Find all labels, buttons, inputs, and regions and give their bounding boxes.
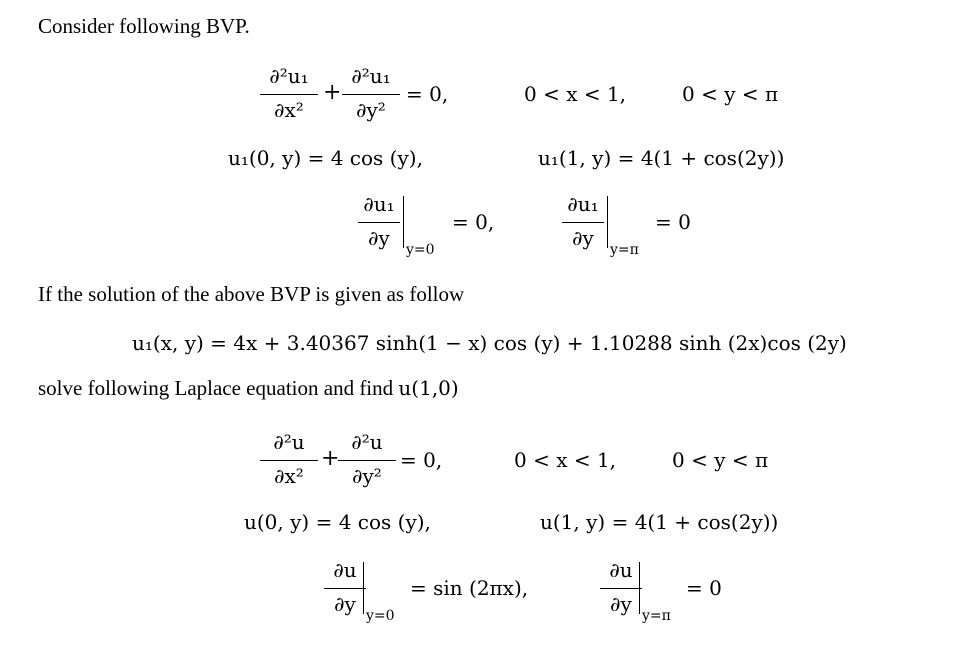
- domain-y: 0 < y < π: [672, 448, 769, 472]
- fraction-bar: [260, 460, 318, 461]
- task-text-prefix: solve following Laplace equation and find: [38, 376, 399, 400]
- domain-x: 0 < x < 1,: [524, 82, 627, 106]
- fraction-numerator: ∂u: [609, 558, 633, 582]
- task-text: [38, 378, 459, 399]
- solution-equation: u₁(x, y) = 4x + 3.40367 sinh(1 − x) cos (y) + 1.10288 sinh (2x)cos (2y): [132, 331, 847, 355]
- bvp2-bc-left: u(0, y) = 4 cos (y),: [244, 510, 431, 534]
- evaluation-subscript: y=π: [610, 242, 639, 258]
- fraction-numerator: ∂²u: [351, 430, 383, 454]
- evaluation-bar: [639, 562, 640, 614]
- fraction-denominator: ∂y: [610, 592, 632, 616]
- fraction-bar: [324, 588, 366, 589]
- fraction-denominator: ∂y²: [352, 464, 382, 488]
- fraction-denominator: ∂y²: [356, 98, 386, 122]
- plus-sign: +: [321, 446, 340, 471]
- solution-text: If the solution of the above BVP is given as follow: [38, 282, 465, 306]
- fraction-bar: [600, 588, 642, 589]
- fraction-numerator: ∂²u₁: [351, 64, 391, 88]
- bc-rhs: = 0: [686, 576, 722, 600]
- fraction-denominator: ∂y: [334, 592, 356, 616]
- evaluation-bar: [403, 196, 404, 248]
- evaluation-subscript: y=0: [366, 608, 395, 624]
- fraction-denominator: ∂y: [572, 226, 594, 250]
- fraction-bar: [260, 94, 318, 95]
- bvp1-bc-left: u₁(0, y) = 4 cos (y),: [228, 146, 423, 170]
- fraction-numerator: ∂u₁: [363, 192, 395, 216]
- fraction-numerator: ∂²u₁: [269, 64, 309, 88]
- fraction-bar: [342, 94, 400, 95]
- task-target-expression: u(1,0): [398, 376, 459, 400]
- plus-sign: +: [323, 80, 342, 105]
- fraction-denominator: ∂y: [368, 226, 390, 250]
- evaluation-subscript: y=0: [406, 242, 435, 258]
- pde-rhs: = 0,: [406, 82, 449, 106]
- fraction-denominator: ∂x²: [274, 98, 304, 122]
- pde-rhs: = 0,: [400, 448, 443, 472]
- fraction-bar: [358, 222, 400, 223]
- bc-rhs: = 0: [655, 210, 691, 234]
- bc-rhs: = sin (2πx),: [410, 576, 529, 600]
- fraction-bar: [562, 222, 604, 223]
- evaluation-subscript: y=π: [642, 608, 671, 624]
- domain-y: 0 < y < π: [682, 82, 779, 106]
- intro-text: Consider following BVP.: [38, 14, 250, 38]
- fraction-numerator: ∂u: [333, 558, 357, 582]
- fraction-bar: [338, 460, 396, 461]
- bvp1-bc-right: u₁(1, y) = 4(1 + cos(2y)): [538, 146, 785, 170]
- bvp2-bc-right: u(1, y) = 4(1 + cos(2y)): [540, 510, 779, 534]
- fraction-denominator: ∂x²: [274, 464, 304, 488]
- bc-rhs: = 0,: [452, 210, 495, 234]
- domain-x: 0 < x < 1,: [514, 448, 617, 472]
- fraction-numerator: ∂²u: [273, 430, 305, 454]
- evaluation-bar: [607, 196, 608, 248]
- fraction-numerator: ∂u₁: [567, 192, 599, 216]
- evaluation-bar: [363, 562, 364, 614]
